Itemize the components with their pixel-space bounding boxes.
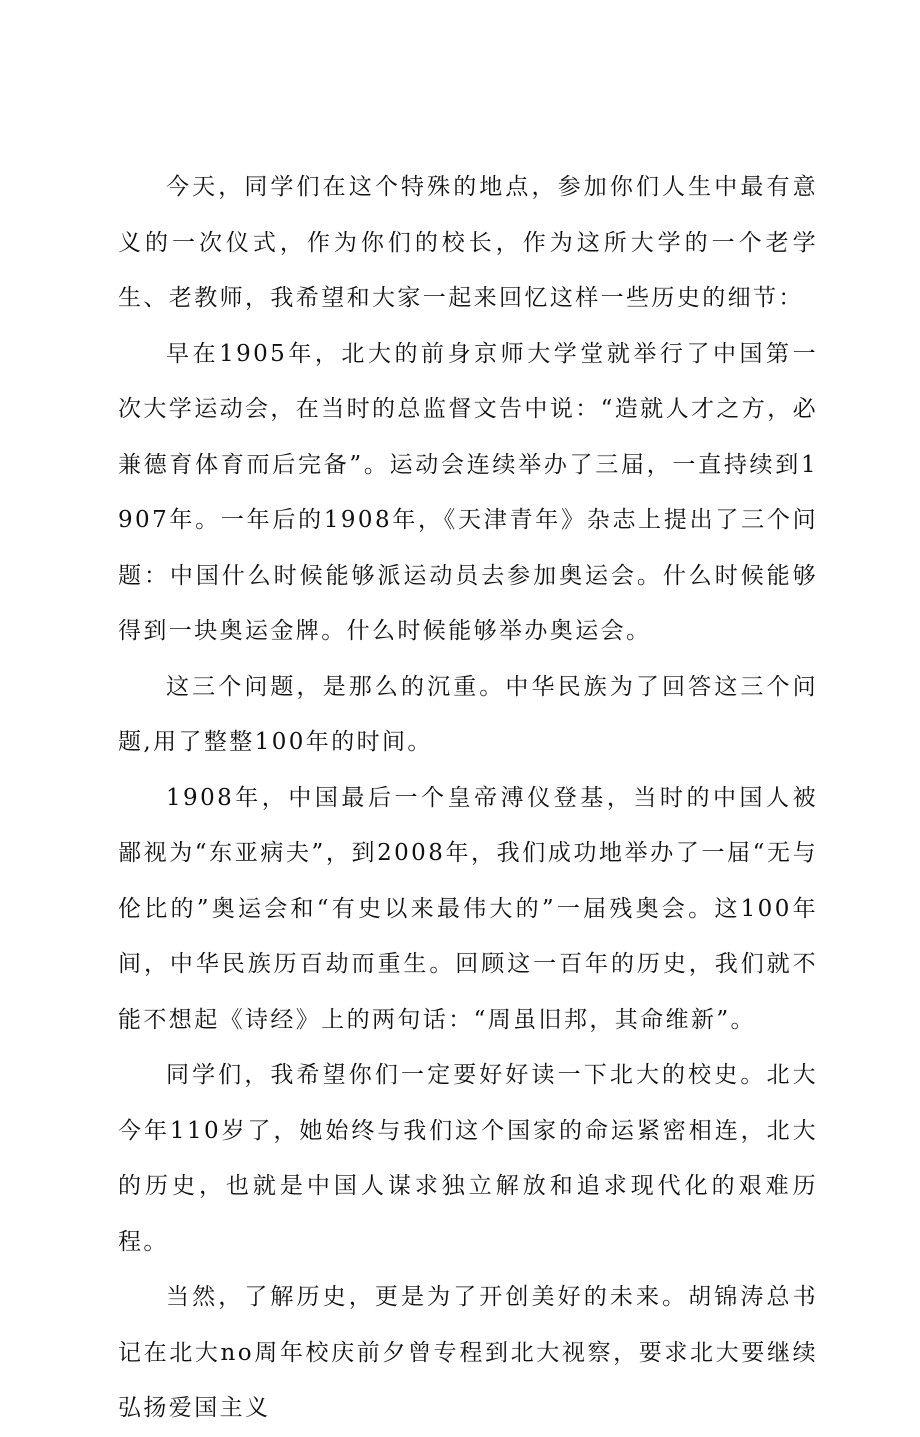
document-body <box>118 160 818 1437</box>
paragraph-1905-sports-meet: 早在1905年，北大的前身京师大学堂就举行了中国第一次大学运动会，在当时的总监督文告中说：“造就人才之方，必兼德育体育而后完备”。运动会连续举办了三届，一直持续到1907年。一年后的1908年，《天津青年》杂志上提出了三个问题：中国什么时候能够派运动员去参加奥运会。什么时候能够得到一块奥运金牌。什么时候能够举办奥运会。 <box>118 340 818 644</box>
paragraph-three-questions: 这三个问题，是那么的沉重。中华民族为了回答这三个问题,用了整整100年的时间。 <box>118 673 818 755</box>
paragraph-1908-2008: 1908年，中国最后一个皇帝溥仪登基，当时的中国人被鄙视为“东亚病夫”，到2008年，我们成功地举办了一届“无与伦比的”奥运会和“有史以来最伟大的”一届残奥会。这100年间，中华民族历百劫而重生。回顾这一百年的历史，我们就不能不想起《诗经》上的两句话：“周虽旧邦，其命维新”。 <box>118 784 818 1033</box>
paragraph-opening: 今天，同学们在这个特殊的地点，参加你们人生中最有意义的一次仪式，作为你们的校长，作为这所大学的一个老学生、老教师，我希望和大家一起来回忆这样一些历史的细节： <box>118 174 818 311</box>
paragraph-future: 当然，了解历史，更是为了开创美好的未来。胡锦涛总书记在北大no周年校庆前夕曾专程到北大视察，要求北大要继续弘扬爱国主义 <box>118 1284 818 1421</box>
paragraph-school-history: 同学们，我希望你们一定要好好读一下北大的校史。北大今年110岁了，她始终与我们这个国家的命运紧密相连，北大的历史，也就是中国人谋求独立解放和追求现代化的艰难历程。 <box>118 1062 818 1255</box>
